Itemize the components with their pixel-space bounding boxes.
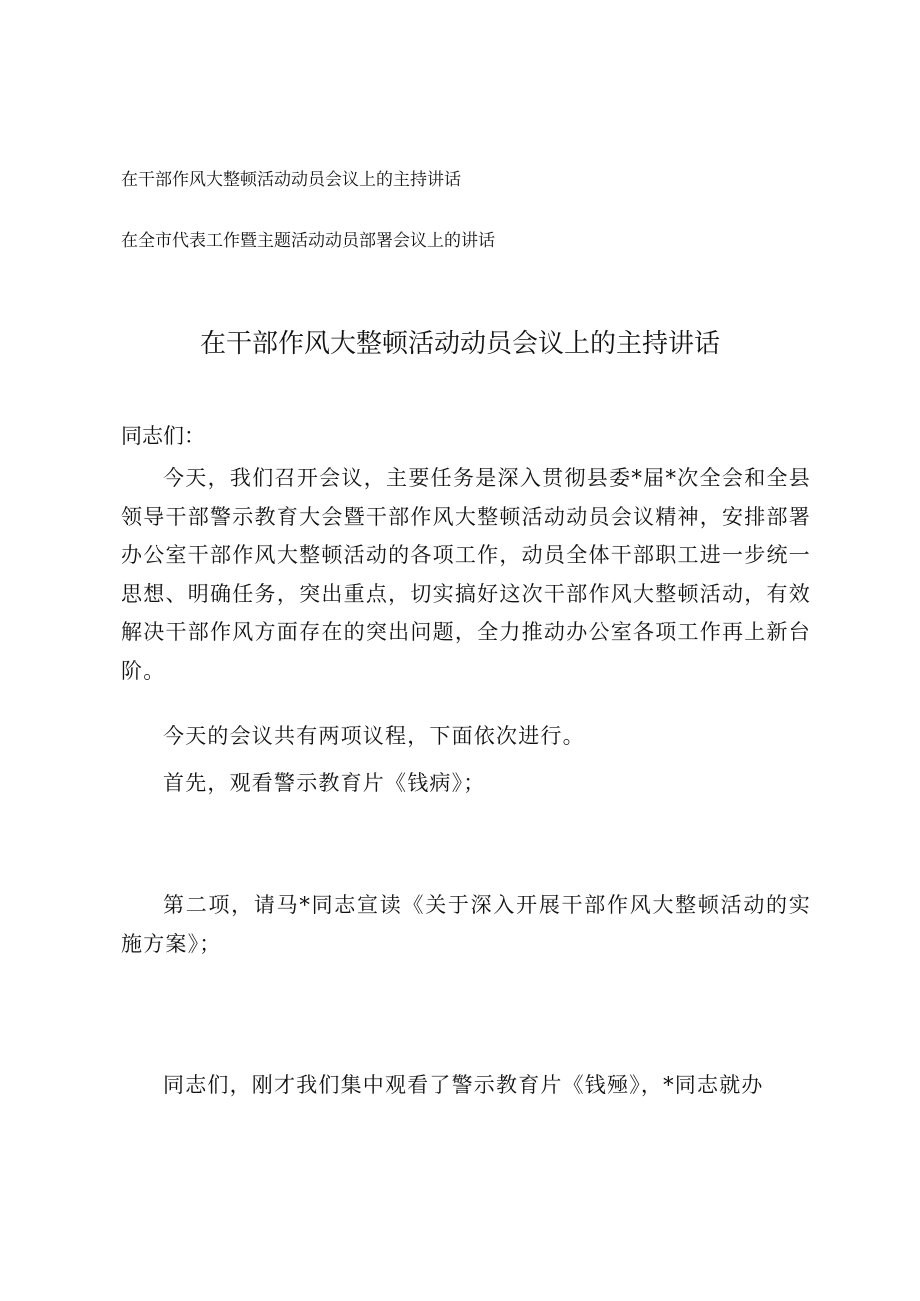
body-paragraph: 今天的会议共有两项议程，下面依次进行。 — [163, 724, 585, 748]
salutation: 同志们： — [121, 424, 205, 448]
toc-item[interactable]: 在干部作风大整顿活动动员会议上的主持讲话 — [121, 170, 461, 190]
body-paragraph: 同志们，刚才我们集中观看了警示教育片《钱殛》，*同志就办 — [163, 1073, 764, 1097]
table-of-contents — [121, 166, 821, 288]
body-paragraph: 今天，我们召开会议，主要任务是深入贯彻县委*届*次全会和全县领导干部警示教育大会暨干部作风大整顿活动动员会议精神，安排部署办公室干部作风大整顿活动的各项工作，动员全体干部职工进一步统一思想、明确任务，突出重点，切实搞好这次干部作风大整顿活动，有效解决干部作风方面存在的突出问题，全力推动办公室各项工作再上新台阶。 — [121, 466, 811, 683]
toc-item[interactable]: 在全市代表工作暨主题活动动员部署会议上的讲话 — [121, 231, 495, 251]
body-paragraph: 首先，观看警示教育片《钱病》； — [163, 771, 486, 795]
body-paragraph: 第二项，请马*同志宣读《关于深入开展干部作风大整顿活动的实施方案》； — [121, 893, 811, 956]
document-title: 在干部作风大整顿活动动员会议上的主持讲话 — [199, 329, 720, 359]
